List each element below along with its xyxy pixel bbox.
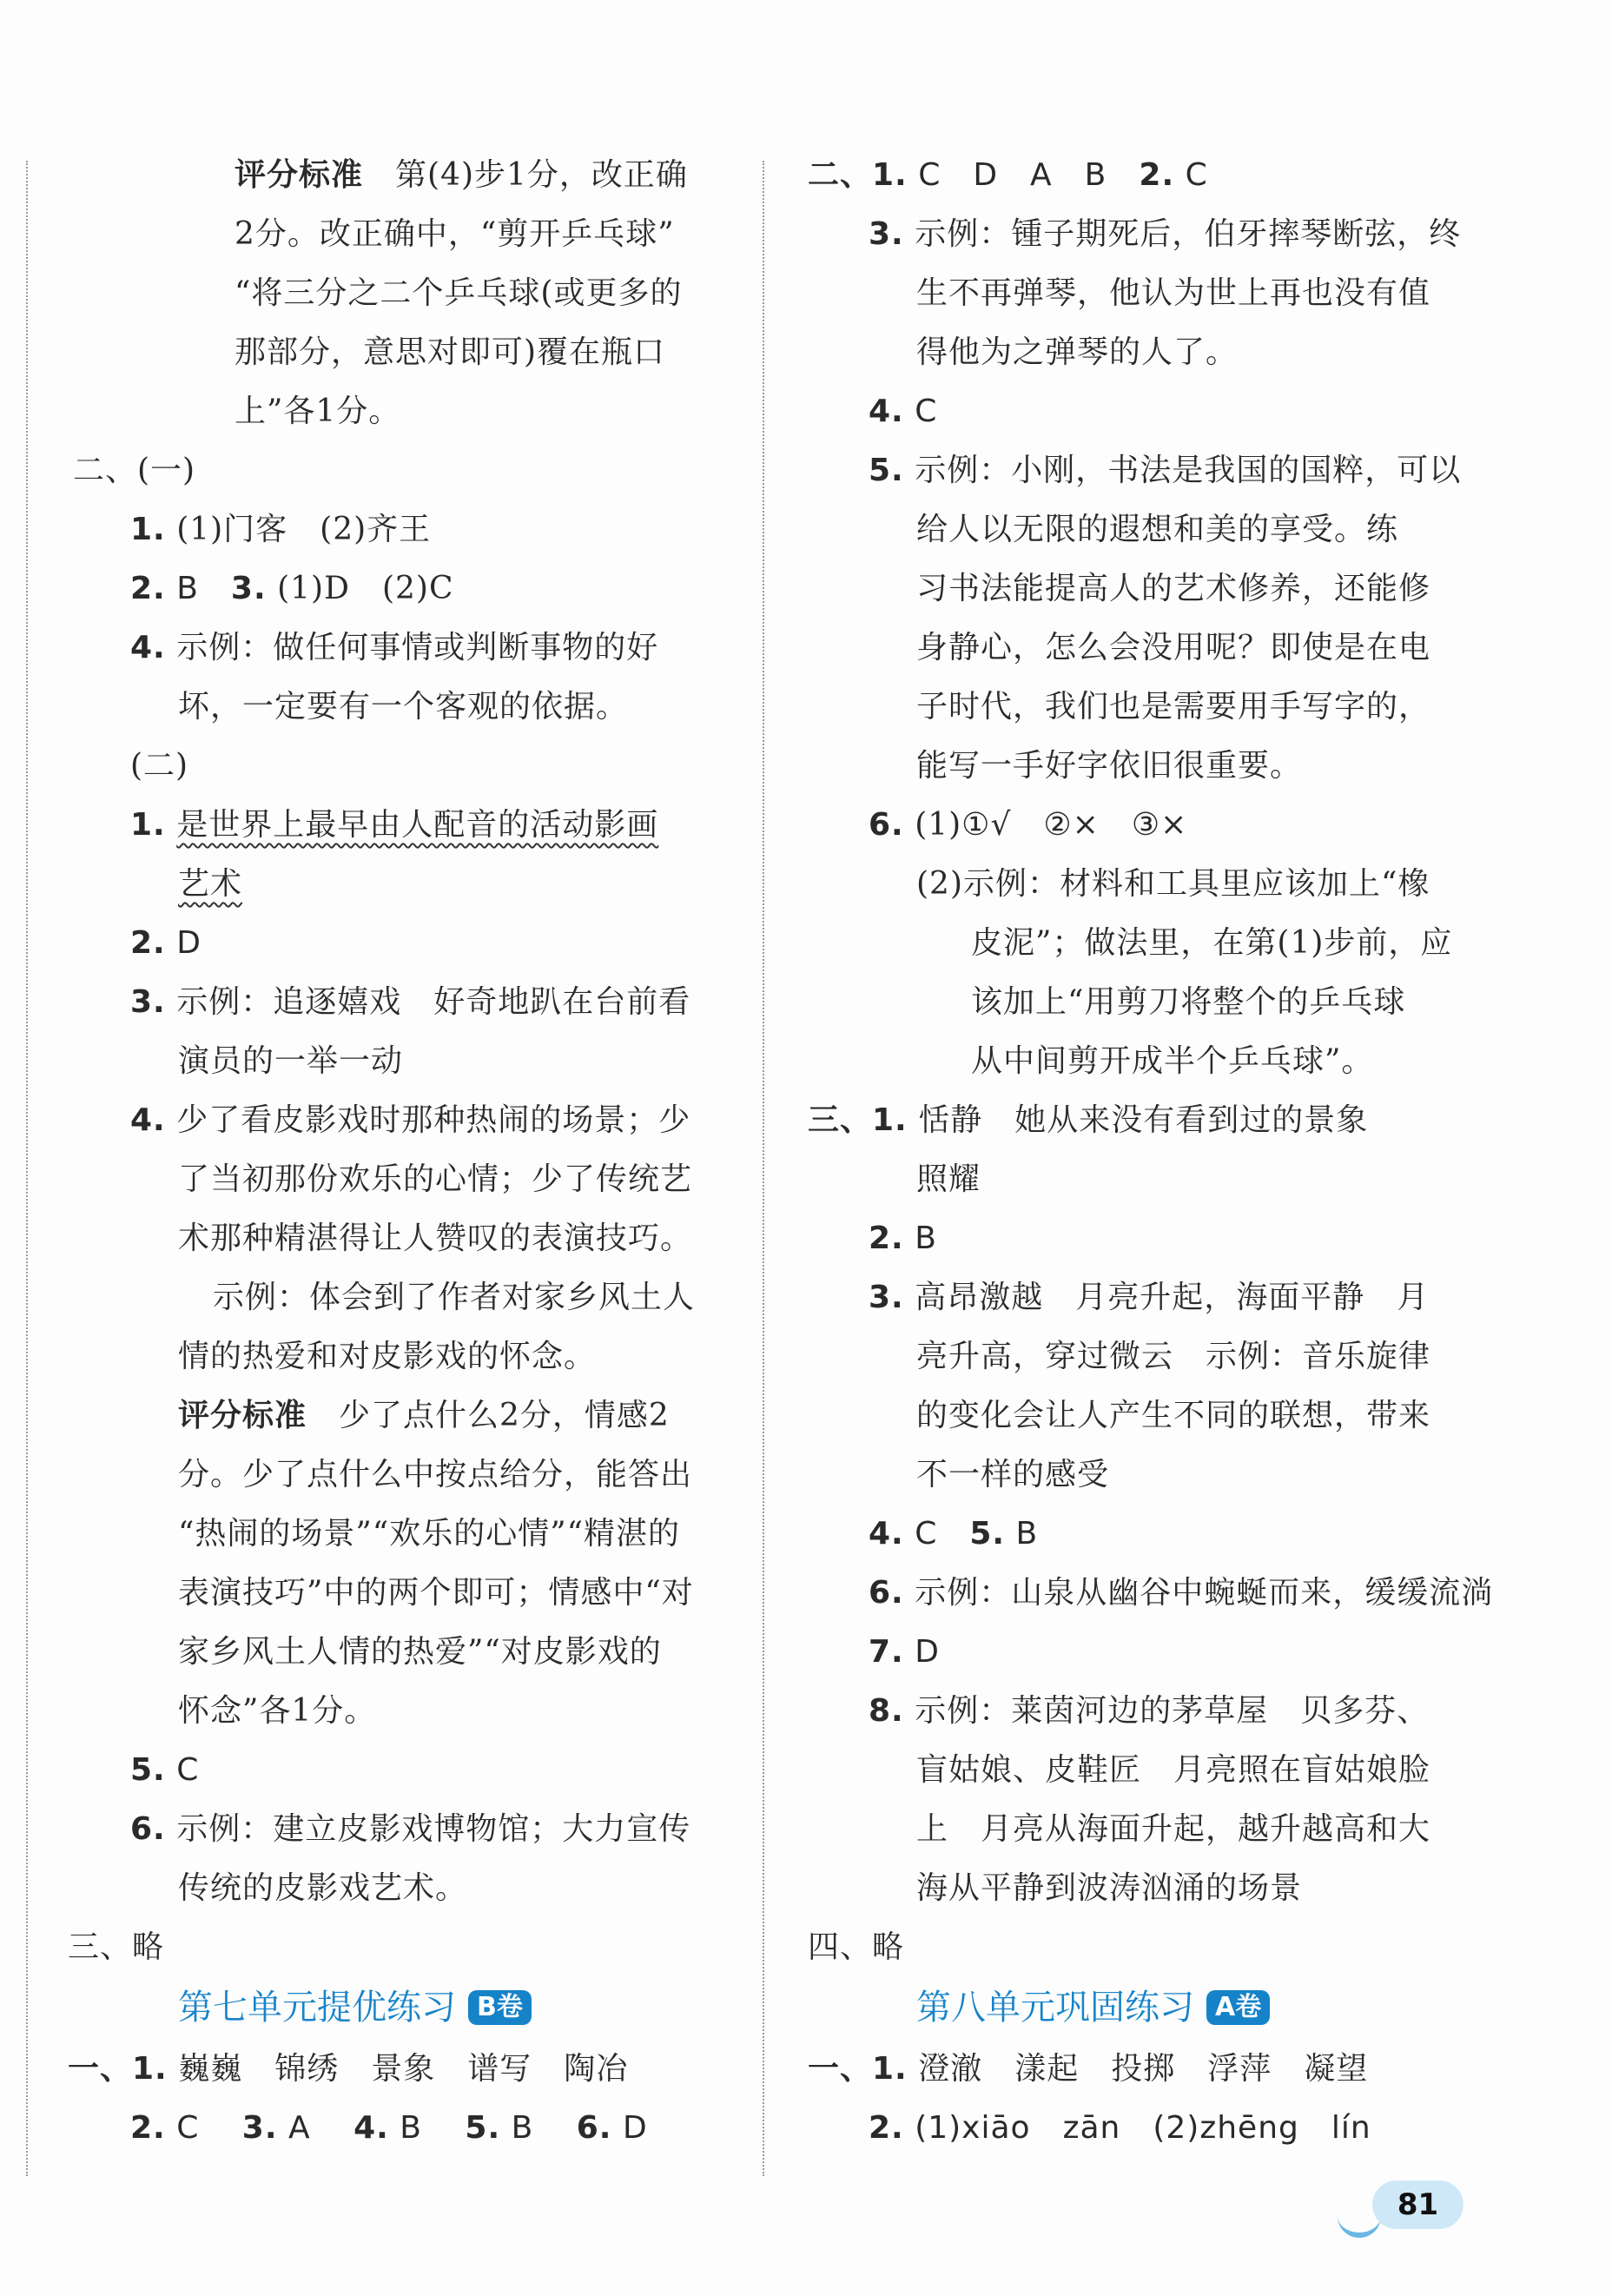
item-number: 4. <box>869 1516 904 1552</box>
answer-text: B <box>400 2110 422 2146</box>
answer-text: 演员的一举一动 <box>178 1043 404 1079</box>
answer-item <box>130 923 202 964</box>
answer-text: 示例：体会到了作者对家乡风土人 <box>213 1280 696 1315</box>
item-number: 6. <box>869 1575 904 1611</box>
item-number: 5. <box>969 1516 1006 1552</box>
answer-text: (2)示例：材料和工具里应该加上“橡 <box>916 866 1430 902</box>
left-margin-line <box>26 161 28 2176</box>
answer-text: B <box>915 1221 937 1256</box>
answer-text: 术那种精湛得让人赞叹的表演技巧。 <box>178 1221 693 1256</box>
unit-title-text: 第七单元提优练习 <box>178 1988 456 2028</box>
answer-text: 习书法能提高人的艺术修养，还能修 <box>916 571 1431 606</box>
answer-text: 少了点什么2分，情感2 <box>339 1398 670 1433</box>
answer-text: 澄澈 漾起 投掷 浮萍 凝望 <box>918 2051 1369 2087</box>
answer-text: 示例：小刚，书法是我国的国粹，可以 <box>915 453 1462 488</box>
answer-item <box>869 2107 1371 2149</box>
answer-item <box>130 1809 690 1850</box>
item-number: 5. <box>869 453 904 488</box>
answer-item <box>869 1218 937 1260</box>
answer-item <box>808 155 1208 196</box>
answer-text: “热闹的场景”“欢乐的心情”“精湛的 <box>178 1516 681 1552</box>
item-number: 6. <box>130 1811 166 1847</box>
answer-text: “将三分之二个乒乓球(或更多的 <box>235 275 683 311</box>
answer-text: B <box>1015 1516 1039 1552</box>
page-number: 81 <box>1372 2180 1463 2229</box>
scoring-line <box>178 1395 670 1437</box>
answer-text: 高昂激越 月亮升起，海面平静 月 <box>915 1280 1430 1315</box>
answer-text: C <box>915 394 938 429</box>
item-number: 3. <box>241 2110 278 2146</box>
answer-text: A <box>287 2110 311 2146</box>
answer-item <box>130 1100 690 1141</box>
item-number: 一、1. <box>808 2051 908 2087</box>
answer-text: D <box>622 2110 648 2146</box>
section-heading: 三、略 <box>68 1929 165 1965</box>
answer-text <box>178 863 242 905</box>
answer-text: 示例：莱茵河边的茅草屋 贝多芬、 <box>915 1693 1430 1729</box>
answer-text: 示例：山泉从幽谷中蜿蜒而来，缓缓流淌 <box>915 1575 1494 1611</box>
item-number: 4. <box>353 2110 389 2146</box>
item-number: 3. <box>869 216 904 252</box>
answer-text: 的变化会让人产生不同的联想，带来 <box>916 1398 1431 1433</box>
column-divider <box>763 161 764 2176</box>
answer-text: 示例：建立皮影戏博物馆；大力宣传 <box>176 1811 691 1847</box>
answer-text: 少了看皮影戏时那种热闹的场景；少 <box>176 1102 691 1138</box>
answer-text: 从中间剪开成半个乒乓球”。 <box>971 1043 1374 1079</box>
answer-text: C <box>915 1516 938 1552</box>
answer-text: C <box>176 2110 200 2146</box>
answer-item <box>130 568 454 610</box>
section-heading: 二、(一) <box>73 453 196 488</box>
answer-text: 身静心，怎么会没用呢？即使是在电 <box>916 630 1431 665</box>
item-number: 二、1. <box>808 157 908 193</box>
answer-item <box>808 1100 1368 1141</box>
unit-title-text: 第八单元巩固练习 <box>916 1988 1194 2028</box>
item-number: 3. <box>230 571 267 606</box>
scoring-label: 评分标准 <box>235 157 364 193</box>
scoring-label: 评分标准 <box>178 1398 307 1433</box>
answer-text: D <box>176 925 202 961</box>
answer-text: 该加上“用剪刀将整个的乒乓球 <box>971 984 1406 1020</box>
answer-text: 上 月亮从海面升起，越升越高和大 <box>916 1811 1431 1847</box>
answer-text: B <box>511 2110 534 2146</box>
item-number: 3. <box>869 1280 904 1315</box>
answer-text: 巍巍 锦绣 景象 谱写 陶冶 <box>178 2051 629 2087</box>
answer-item <box>808 2048 1368 2090</box>
answer-text: (1)门客 (2)齐王 <box>176 512 432 547</box>
item-number: 2. <box>130 571 166 606</box>
answer-item <box>869 1691 1429 1732</box>
answer-text: (1)D (2)C <box>277 571 454 606</box>
answer-text: 艺术 <box>178 866 243 902</box>
answer-text: 示例：做任何事情或判断事物的好 <box>176 630 659 665</box>
unit-title <box>916 1983 1270 2032</box>
item-number: 2. <box>869 2110 904 2146</box>
answer-text: 生不再弹琴，他认为世上再也没有值 <box>916 275 1431 311</box>
answer-text: 示例：追逐嬉戏 好奇地趴在台前看 <box>176 984 691 1020</box>
answer-text: 盲姑娘、皮鞋匠 月亮照在盲姑娘脸 <box>916 1752 1431 1788</box>
answer-item <box>869 1277 1429 1319</box>
answer-item <box>869 450 1461 492</box>
answer-text: 坏，一定要有一个客观的依据。 <box>178 689 629 725</box>
answer-text: 了当初那份欢乐的心情；少了传统艺 <box>178 1161 693 1197</box>
answer-item <box>869 1631 940 1673</box>
volume-badge: A卷 <box>1206 1990 1270 2025</box>
answer-item <box>130 804 658 846</box>
item-number: 1. <box>130 512 166 547</box>
volume-badge: B卷 <box>468 1990 532 2025</box>
answer-text: 不一样的感受 <box>916 1457 1110 1492</box>
answer-item <box>130 627 658 669</box>
item-number: 4. <box>130 1102 166 1138</box>
answer-item <box>130 2107 648 2149</box>
item-number: 5. <box>465 2110 501 2146</box>
answer-item <box>869 1513 1038 1555</box>
answer-text: (1)①√ ②× ③× <box>915 807 1188 843</box>
answer-text: 家乡风土人情的热爱”“对皮影戏的 <box>178 1634 662 1670</box>
answer-text: 海从平静到波涛汹涌的场景 <box>916 1870 1303 1906</box>
answer-text: 恬静 她从来没有看到过的景象 <box>918 1102 1369 1138</box>
answer-text: 得他为之弹琴的人了。 <box>916 334 1239 370</box>
section-heading: 四、略 <box>808 1929 905 1965</box>
item-number: 4. <box>130 630 166 665</box>
item-number: 4. <box>869 394 904 429</box>
answer-text: 给人以无限的遐想和美的享受。练 <box>916 512 1399 547</box>
answer-item <box>869 804 1187 846</box>
item-number: 3. <box>130 984 166 1020</box>
subsection-heading: (二) <box>130 748 189 784</box>
item-number: 6. <box>576 2110 612 2146</box>
scoring-line <box>235 155 688 196</box>
item-number: 7. <box>869 1634 904 1670</box>
answer-text: D <box>915 1634 940 1670</box>
answer-text: B <box>176 571 199 606</box>
item-number: 一、1. <box>68 2051 168 2087</box>
item-number: 2. <box>1139 157 1175 193</box>
item-number: 2. <box>130 925 166 961</box>
answer-text: 示例：锺子期死后，伯牙摔琴断弦，终 <box>915 216 1462 252</box>
answer-item <box>130 1750 199 1791</box>
item-number: 8. <box>869 1693 904 1729</box>
item-number: 2. <box>130 2110 166 2146</box>
item-number: 2. <box>869 1221 904 1256</box>
answer-text: 表演技巧”中的两个即可；情感中“对 <box>178 1575 694 1611</box>
answer-text: 子时代，我们也是需要用手写字的， <box>916 689 1431 725</box>
answer-text: 分。少了点什么中按点给分，能答出 <box>178 1457 693 1492</box>
answer-text: (1)xiāo zān (2)zhēng lín <box>915 2110 1371 2146</box>
answer-item <box>869 391 937 433</box>
answer-text: 传统的皮影戏艺术。 <box>178 1870 468 1906</box>
answer-text: 第(4)步1分，改正确 <box>395 157 688 193</box>
item-number: 5. <box>130 1752 166 1788</box>
item-number: 6. <box>869 807 904 843</box>
answer-text: 怀念”各1分。 <box>178 1693 377 1729</box>
unit-title <box>178 1983 532 2032</box>
answer-item <box>869 1572 1493 1614</box>
answer-text: 皮泥”；做法里，在第(1)步前，应 <box>971 925 1453 961</box>
answer-text: 能写一手好字依旧很重要。 <box>916 748 1303 784</box>
answer-item <box>130 982 690 1023</box>
answer-text: C <box>1185 157 1208 193</box>
answer-text: 照耀 <box>916 1161 981 1197</box>
answer-item <box>869 214 1461 255</box>
answer-text: 上”各1分。 <box>235 394 401 429</box>
answer-text: 是世界上最早由人配音的活动影画 <box>176 807 659 843</box>
item-number: 1. <box>130 807 166 843</box>
answer-item <box>68 2048 628 2090</box>
answer-text: C <box>176 1752 200 1788</box>
answer-text: 2分。改正确中，“剪开乒乓球” <box>235 216 675 252</box>
answer-text: 情的热爱和对皮影戏的怀念。 <box>178 1339 597 1374</box>
answer-text: 亮升高，穿过微云 示例：音乐旋律 <box>916 1339 1431 1374</box>
answer-text: C D A B <box>918 157 1107 193</box>
answer-item <box>130 509 431 551</box>
item-number: 三、1. <box>808 1102 908 1138</box>
answer-text: 那部分，意思对即可)覆在瓶口 <box>235 334 666 370</box>
